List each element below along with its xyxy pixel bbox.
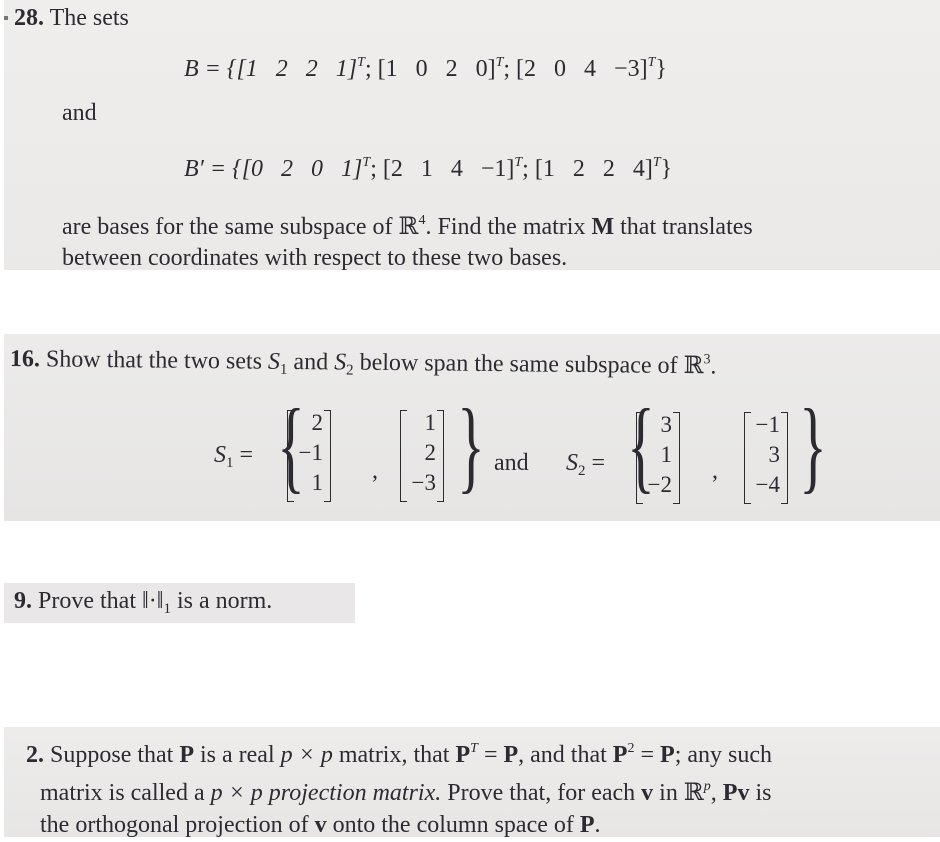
vector-entry: −3 xyxy=(411,470,436,495)
problem-28-clip xyxy=(4,0,940,270)
vector-v: v xyxy=(314,812,327,837)
vector-entry: 1 xyxy=(424,410,436,435)
matrix-P: P xyxy=(612,742,628,768)
set-Bp-vector-2: ; [2 1 4 −1] xyxy=(370,156,515,182)
set-B-prime xyxy=(184,155,672,183)
set-B-vector-3: ; [2 0 4 −3] xyxy=(503,56,648,82)
problem-28-heading xyxy=(14,5,129,32)
set-symbol: S xyxy=(214,442,226,468)
body-text: are bases for the same subspace of ℝ xyxy=(62,214,419,240)
body-text: ; any such xyxy=(674,742,772,768)
body-text: is a norm. xyxy=(170,588,273,614)
vector-v: v xyxy=(641,780,654,806)
subscript: 1 xyxy=(279,361,288,378)
and-word: and xyxy=(62,100,97,126)
term-emphasis: p × p projection matrix. xyxy=(210,780,442,806)
transpose-mark: T xyxy=(514,155,523,170)
problem-2-clip xyxy=(4,727,940,837)
S1-label xyxy=(214,442,253,472)
dimension-expr: p × p xyxy=(280,742,333,768)
body-text: the orthogonal projection of xyxy=(40,812,315,837)
vector-s2-1 xyxy=(636,412,680,504)
body-text: matrix, that xyxy=(332,742,456,768)
vector-entry: 3 xyxy=(768,442,780,467)
problem-2-body xyxy=(26,733,936,837)
transpose-mark: T xyxy=(470,741,478,756)
body-text: , and that xyxy=(518,742,613,768)
body-text: that translates xyxy=(614,214,753,240)
comma: , xyxy=(712,458,718,484)
set-B-close: } xyxy=(655,56,667,82)
body-text: Prove that, for each xyxy=(441,780,642,806)
subscript: 1 xyxy=(226,455,234,471)
problem-number: 9. xyxy=(14,588,32,614)
vector-entry: −2 xyxy=(647,472,672,497)
power-sup: 2 xyxy=(627,741,635,756)
dimension-sup: p xyxy=(703,779,711,794)
matrix-P: P xyxy=(179,742,194,768)
vector-s1-1 xyxy=(287,410,331,502)
body-text: . Find the matrix xyxy=(425,214,592,240)
vector-s2-2 xyxy=(744,412,788,504)
body-text: matrix is called a xyxy=(40,780,211,806)
problem-28-body xyxy=(62,205,932,270)
vector-entry: 1 xyxy=(311,470,323,495)
problem-number: 28. xyxy=(14,5,44,31)
comma: , xyxy=(372,458,378,484)
body-text: , xyxy=(710,780,723,806)
matrix-P: P xyxy=(503,742,519,768)
matrix-P: P xyxy=(660,742,675,768)
equals-sign: = xyxy=(239,442,254,468)
vector-entry: 2 xyxy=(424,440,436,465)
body-text: Show that the two sets xyxy=(45,346,269,375)
problem-9-clip xyxy=(4,583,355,623)
transpose-mark: T xyxy=(357,55,365,70)
product-Pv: Pv xyxy=(722,780,750,806)
vector-entry: 1 xyxy=(660,442,672,467)
set-B xyxy=(184,55,667,83)
set-B-head: B = {[1 2 2 1] xyxy=(184,56,358,82)
body-text: = xyxy=(634,742,661,768)
problem-intro: The sets xyxy=(49,5,129,31)
norm-symbol: ‖·‖ xyxy=(141,588,164,614)
vector-s1-2 xyxy=(400,410,444,502)
body-text: Suppose that xyxy=(50,742,180,768)
subscript: 2 xyxy=(345,362,354,379)
set-symbol: S xyxy=(334,349,347,376)
problem-number: 16. xyxy=(9,346,41,373)
set-symbol: S xyxy=(267,348,281,375)
set-Bp-head: B′ = {[0 2 0 1] xyxy=(184,156,363,182)
vector-entry: −4 xyxy=(755,472,780,497)
set-Bp-close: } xyxy=(660,156,673,182)
body-text: onto the column space of xyxy=(326,812,580,837)
subscript: 2 xyxy=(578,463,586,479)
matrix-M: M xyxy=(591,214,615,240)
problem-9-text xyxy=(14,588,272,618)
body-text: is xyxy=(749,780,772,806)
body-text: . xyxy=(594,812,601,837)
equals-sign: = xyxy=(591,450,606,476)
S2-label xyxy=(566,450,605,480)
set-Bp-vector-3: ; [1 2 2 4] xyxy=(522,156,653,182)
matrix-P: P xyxy=(455,742,471,768)
vector-entry: −1 xyxy=(298,440,323,465)
subscript: 1 xyxy=(163,601,171,617)
body-text: below span the same subspace of ℝ xyxy=(353,349,704,380)
transpose-mark: T xyxy=(652,155,661,170)
bullet-mark xyxy=(4,16,8,20)
right-brace-icon: } xyxy=(457,388,485,503)
body-text: in ℝ xyxy=(653,780,704,806)
vector-entry: −1 xyxy=(755,412,780,437)
transpose-mark: T xyxy=(647,55,656,70)
set-B-vector-2: ; [1 0 2 0] xyxy=(364,56,496,82)
matrix-P: P xyxy=(579,812,595,837)
dimension-sup: 4 xyxy=(418,213,426,228)
body-text: and xyxy=(287,348,335,376)
body-text: = xyxy=(477,742,504,768)
problem-16-clip xyxy=(4,334,940,521)
vector-entry: 3 xyxy=(660,412,672,437)
transpose-mark: T xyxy=(362,155,371,170)
body-text: Prove that xyxy=(38,588,142,614)
and-word: and xyxy=(494,450,529,476)
body-text: between coordinates with respect to these two bases. xyxy=(62,245,568,270)
set-symbol: S xyxy=(566,450,578,476)
body-text: is a real xyxy=(194,742,281,768)
left-brace-icon: { xyxy=(277,388,305,503)
vector-entry: 2 xyxy=(311,410,323,435)
problem-16-heading xyxy=(10,344,717,383)
transpose-mark: T xyxy=(495,55,504,70)
problem-number: 2. xyxy=(26,742,44,768)
body-text: . xyxy=(710,353,717,380)
right-brace-icon: } xyxy=(799,388,827,503)
dimension-sup: 3 xyxy=(703,352,711,368)
left-brace-icon: { xyxy=(627,388,655,503)
